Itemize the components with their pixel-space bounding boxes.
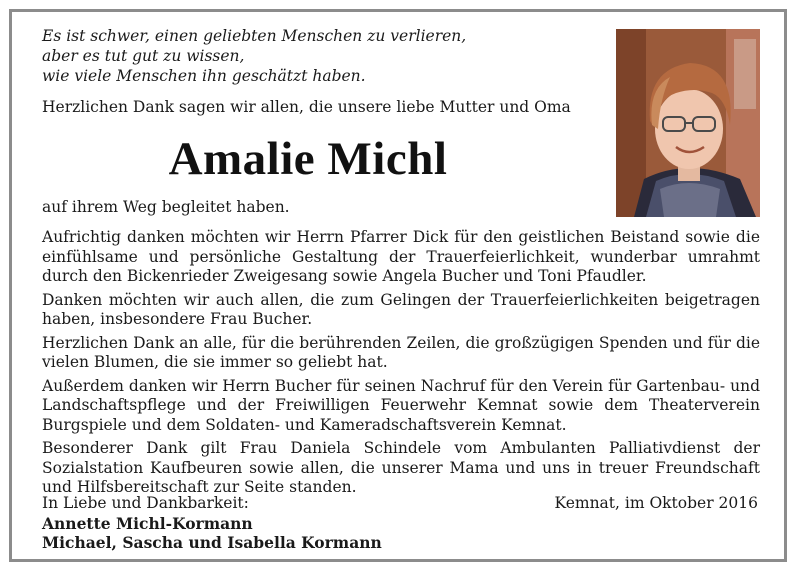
verse-line: Es ist schwer, einen geliebten Menschen zu verlieren, (42, 27, 467, 45)
paragraph: Danken möchten wir auch allen, die zum Gelingen der Trauerfeierlichkeiten beigetragen haben, insbesondere Frau Bucher. (42, 290, 760, 328)
paragraph: Herzlichen Dank an alle, für die berührenden Zeilen, die großzügigen Spenden und für die vielen Blumen, die sie immer so geliebt hat. (42, 333, 760, 371)
closing-signature (42, 494, 382, 553)
paragraph: Außerdem danken wir Herrn Bucher für seinen Nachruf für den Verein für Gartenbau- und Landschaftspflege und der Freiwilligen Feuerwehr Kemnat sowie dem Theaterverein Burgspiele und dem Soldaten- und Kameradschaftsverein Kemnat. (42, 376, 760, 434)
signer-name: Michael, Sascha und Isabella Kormann (42, 533, 382, 552)
portrait-photo (616, 29, 760, 217)
portrait-photo-icon (616, 29, 760, 217)
verse-line: aber es tut gut zu wissen, (42, 47, 245, 65)
body-text (42, 228, 760, 502)
paragraph: Aufrichtig danken möchten wir Herrn Pfarrer Dick für den geistlichen Beistand sowie die einfühlsame und persönliche Gestaltung der Trauerfeierlichkeit, wunderbar umrahmt durch den Bickenrieder Zweigesang sowie Angela Bucher und Toni Pfaudler. (42, 228, 760, 285)
place-date: Kemnat, im Oktober 2016 (554, 494, 758, 512)
deceased-name: Amalie Michl (168, 133, 448, 185)
verse-line: wie viele Menschen ihn geschätzt haben. (42, 67, 366, 85)
after-name-text: auf ihrem Weg begleitet haben. (42, 198, 290, 216)
memorial-verse (42, 26, 466, 86)
intro-text: Herzlichen Dank sagen wir allen, die unsere liebe Mutter und Oma (42, 98, 571, 116)
paragraph: Besonderer Dank gilt Frau Daniela Schindele vom Ambulanten Palliativdienst der Sozialstation Kaufbeuren sowie allen, die unserer Mama und uns in treuer Freundschaft und Hilfsbereitschaft zur Seite standen. (42, 439, 760, 496)
signer-name: Annette Michl-Kormann (42, 513, 253, 533)
closing-greeting: In Liebe und Dankbarkeit: (42, 494, 249, 512)
